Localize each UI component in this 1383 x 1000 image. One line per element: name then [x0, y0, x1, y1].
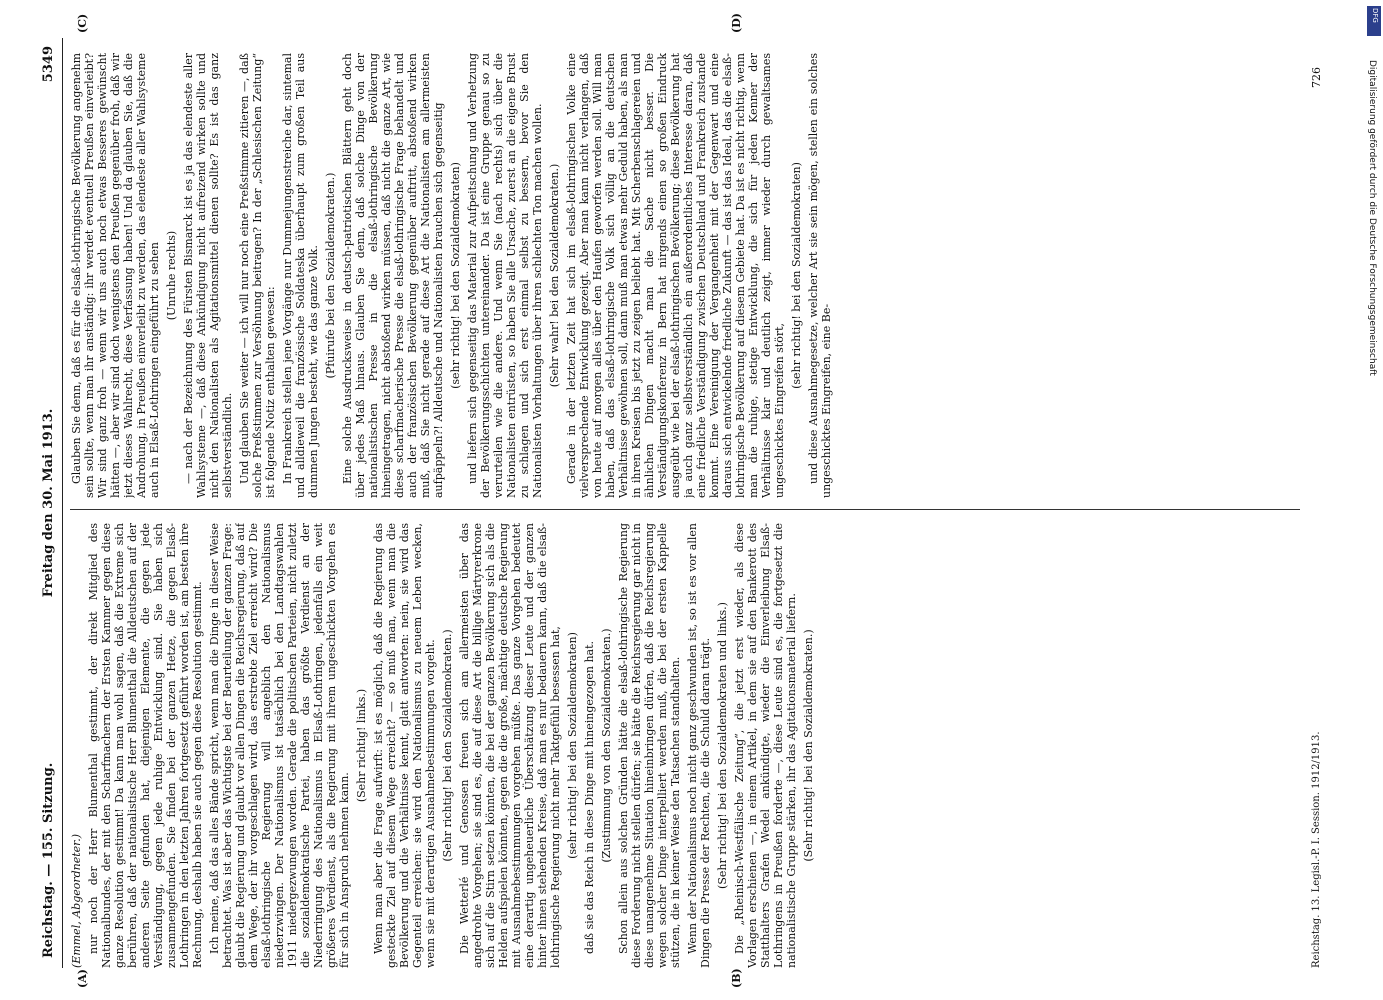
rotated-page-content: [40, 13, 1330, 988]
paragraph: daß sie das Reich in diese Dinge mit hineingezogen hat.: [583, 640, 596, 954]
interjection: (Unruhe rechts): [165, 230, 178, 321]
paragraph: Und glauben Sie weiter — ich will nur noch eine Preßstimme zitieren —, daß solche Preßstimmen zur Versöhnung beitragen? In der „Schlesischen Zeitung“ ist folgende Notiz enthalten gewesen:: [238, 53, 277, 498]
margin-mark-c: (C): [76, 13, 89, 33]
column-divider: [70, 509, 1300, 510]
interjection: (Sehr richtig! bei den Sozialdemokraten und links.): [716, 602, 729, 889]
paragraph: Die Wetterlé und Genossen freuen sich am allermeisten über das angedrohte Vorgehen; sie sind es, die auf diese Art die billige Märtyrerkrone sich auf die Stirn setzen könnten, die bei der ganzen Bevölkerung sich als die Helden aufspielen könnten, gegen die die große, mächtige deutsche Regierung mit Ausnahmebestimmungen vorgehen müßte. Das ganze Vorgehen bedeutet eine derartig ungeheuerliche Überschätzung dieser Leute und der ganzen hinter ihnen stehenden Kreise, daß man es nur bedauern kann, daß die elsaß-lothringische Regierung nicht mehr Taktgefühl besessen hat,: [458, 523, 562, 968]
dfg-logo: DFG: [1367, 6, 1381, 36]
left-column: [70, 523, 1305, 968]
interjection: (sehr richtig! bei den Sozialdemokraten): [566, 632, 579, 859]
interjection: (Pfuirufe bei den Sozialdemokraten.): [324, 172, 337, 379]
speaker-label: (Emmel, Abgeordneter.): [70, 833, 83, 968]
paragraph: und diese Ausnahmegesetze, welcher Art sie sein mögen, stellen ein solches ungeschicktes Eingreifen, eine Be-: [807, 53, 833, 498]
footer-sheet-number: 726: [1310, 67, 1323, 88]
header-center: Freitag den 30. Mai 1913.: [41, 408, 56, 598]
paragraph: Ich meine, daß das alles Bände spricht, wenn man die Dinge in dieser Weise betrachtet. Was ist aber das Wichtigste bei der Beurteilung der ganzen Frage: glaubt die Regierung und glaubt vor allen Dingen die Reichsregierung, daß auf dem Wege, der ihr vorgeschlagen wird, das erstrebte Ziel erreicht wird? Die elsaß-lothringische Regierung will angeblich den Nationalismus niederzwingen. Der Nationalismus ist tatsächlich bei den Landtagswahlen 1911 niedergezwungen worden. Gerade die politischen Parteien, nicht zuletzt die sozialdemokratische Partei, haben das größte Verdienst an der Niederringung des Nationalismus in Elsaß-Lothringen, jedenfalls ein weit größeres Verdienst, als die Regierung mit ihrem ungeschickten Vorgehen es für sich in Anspruch nehmen kann.: [208, 523, 351, 968]
interjection: (sehr richtig! bei den Sozialdemokraten): [790, 162, 803, 389]
paragraph: Glauben Sie denn, daß es für die elsaß-lothringische Bevölkerung angenehm sein sollte, wenn man ihr anständig: ihr werdet eventuell Preußen einverleibt? Wir sind ganz froh — wenn wir uns auch noch etwas Besseres gewünscht hätten —, aber wir sind doch wenigstens den Preußen gegenüber froh, daß wir jetzt dieses Wahlrecht, diese Verfassung haben! Und da glauben Sie, daß die Androhung, in Preußen einverleibt zu werden, das elendeste aller Wahlsysteme auch in Elsaß-Lothringen eingeführt zu sehen: [70, 53, 161, 498]
margin-mark-b: (B): [730, 968, 743, 988]
interjection: (Sehr wahr! bei den Sozialdemokraten.): [548, 163, 561, 388]
paragraph: Die „Rheinisch-Westfälische Zeitung“, die jetzt erst wieder, als diese Vorlagen erschienen —, in einem Artikel, in dem sie auf den Bankerott des Statthalters Grafen Wedel ankündigte, wieder die Einverleibung Elsaß-Lothringens in Preußen forderte —, diese Leute sind es, die fortgesetzt die nationalistische Gruppe stärken, ihr das Agitationsmaterial liefern.: [733, 523, 798, 968]
digitization-credit: Digitalisierung gefördert durch die Deutsche Forschungsgemeinschaft: [1367, 60, 1377, 376]
running-header: [40, 38, 63, 968]
paragraph: Schon allein aus solchen Gründen hätte die elsaß-lothringische Regierung diese Forderung nicht stellen dürfen; sie hätte die Reichsregierung gar nicht in diese unangenehme Situation hineinbringen dürfen, daß die Reichsregierung wegen solcher Dinge interpelliert werden muß, die bei der ersten Kappelle stützen, die in keiner Weise den Tatsachen standhalten.: [617, 523, 682, 968]
page-number: 5349: [41, 46, 56, 83]
paragraph: Wenn der Nationalismus noch nicht ganz geschwunden ist, so ist es vor allen Dingen die Presse der Rechten, die die Schuld daran trägt.: [686, 523, 712, 968]
interjection: (Sehr richtig! links.): [355, 688, 368, 803]
paragraph: Wenn man aber die Frage aufwirft: ist es möglich, daß die Regierung das gesteckte Ziel auf diesem Wege erreicht? — so muß man, wenn man die Bevölkerung und die Verhältnisse kennt, glatt antworten: nein, sie wird das Gegenteil erreichen: sie wird den Nationalismus zu neuem Leben wecken, wenn sie mit derartigen Ausnahmebestimmungen vorgeht.: [372, 523, 437, 968]
interjection: (Sehr richtig! bei den Sozialdemokraten.): [441, 629, 454, 862]
paragraph: Gerade in der letzten Zeit hat sich im elsaß-lothringischen Volke eine vielversprechende Entwicklung gezeigt. Aber man kann nicht verlangen, daß von heute auf morgen alles über den Haufen geworfen werden soll. Will man haben, daß das elsaß-lothringische Volk sich völlig an die deutschen Verhältnisse gewöhnen soll, dann muß man etwas mehr Geduld haben, als man in ihren Kreisen bis jetzt zu zeigen beliebt hat. Mit Scherbenschlagereien und ähnlichen Dingen macht man die Sache nicht besser. Die Verständigungskonferenz in Bern hat nirgends einen so großen Eindruck ausgeübt wie bei der elsaß-lothringischen Bevölkerung; diese Bevölkerung hat ja auch ganz selbstverständlich ein außerordentliches Interesse daran, daß eine friedliche Verständigung zwischen Deutschland und Frankreich zustande kommt. Eine Vereinigung der Vergangenheit mit der Gegenwart und eine daraus sich entwickelnde friedliche Zukunft — das ist das Ideal, das die elsaß-lothringische Bevölkerung auf diesem Gebiete hat. Da ist es nicht richtig, wenn man die ruhige, stetige Entwicklung, die sich für jeden Kenner der Verhältnisse klar und deutlich zeigt, immer wieder durch gewaltsames ungeschicktes Eingreifen stört,: [565, 53, 786, 498]
interjection: (sehr richtig! bei den Sozialdemokraten): [449, 162, 462, 389]
right-column: [70, 53, 1305, 498]
footer-left: Reichstag. 13. Legisl.-P. I. Session. 1912/1913.: [1311, 731, 1322, 968]
paragraph: — nach der Bezeichnung des Fürsten Bismarck ist es ja das elendeste aller Wahlsysteme —, daß diese Ankündigung nicht aufreizend wirken sollte und nicht den Nationalisten als Agitationsmittel dienen sollte? Es ist das ganz selbstverständlich.: [182, 53, 234, 498]
interjection: (Zustimmung von den Sozialdemokraten.): [600, 628, 613, 863]
paragraph: und liefern sich gegenseitig das Material zur Aufpeitschung und Verhetzung der Bevölkerungsschichten untereinander. Da ist eine Gruppe genau so zu verurteilen wie die andere. Und wenn Sie (nach rechts) sich über die Nationalisten entrüsten, so haben Sie alle Ursache, zuerst an die eigene Brust zu schlagen und sich erst einmal selbst zu bessern, bevor Sie den Nationalisten Vorhaltungen über ihren schlechten Ton machen wollen.: [466, 53, 544, 498]
paragraph: In Frankreich stellen jene Vorgänge nur Dummejungenstreiche dar, sintemal und alldieweil die französische Soldateska überhaupt zum großen Teil aus dummen Jungen besteht, wie das ganze Volk.: [281, 53, 320, 498]
header-left: Reichstag. — 155. Sitzung.: [41, 762, 56, 958]
margin-mark-d: (D): [730, 13, 743, 33]
paragraph: nur noch der Herr Blumenthal gestimmt, der direkt Mitglied des Nationalbundes, der mit den Scharfmachern der Ersten Kammer gegen diese ganze Resolution gestimmt! Da kann man wohl sagen, daß die Extreme sich berühren, daß der nationalistische Herr Blumenthal die Alldeutschen auf der anderen Seite gefunden hat, diejenigen Elemente, die gegen jede Verständigung, gegen jede ruhige Entwicklung sind. Sie haben sich zusammengefunden. Sie finden bei der ganzen Hetze, die gegen Elsaß-Lothringen in den letzten Jahren fortgesetzt geführt worden ist, am besten ihre Rechnung, deshalb haben sie auch gegen diese Resolution gestimmt.: [87, 523, 204, 968]
paragraph: Eine solche Ausdrucksweise in deutsch-patriotischen Blättern geht doch über jedes Maß hinaus. Glauben Sie denn, daß solche Dinge von der nationalistischen Presse in die elsaß-lothringische Bevölkerung hineingetragen, nicht abstoßend wirken müssen, daß nicht die ganze Art, wie diese scharfmacherische Presse die elsaß-lothringische Frage behandelt und auch der französischen Bevölkerung gegenüber auftritt, abstoßend wirken muß, daß Sie nicht gerade auf diese Art die Nationalisten am allermeisten aufpäppeln?! Alldeutsche und Nationalisten brauchen sich gegenseitig: [341, 53, 445, 498]
interjection: (Sehr richtig! bei den Sozialdemokraten.): [802, 629, 815, 862]
margin-mark-a: (A): [76, 969, 89, 988]
